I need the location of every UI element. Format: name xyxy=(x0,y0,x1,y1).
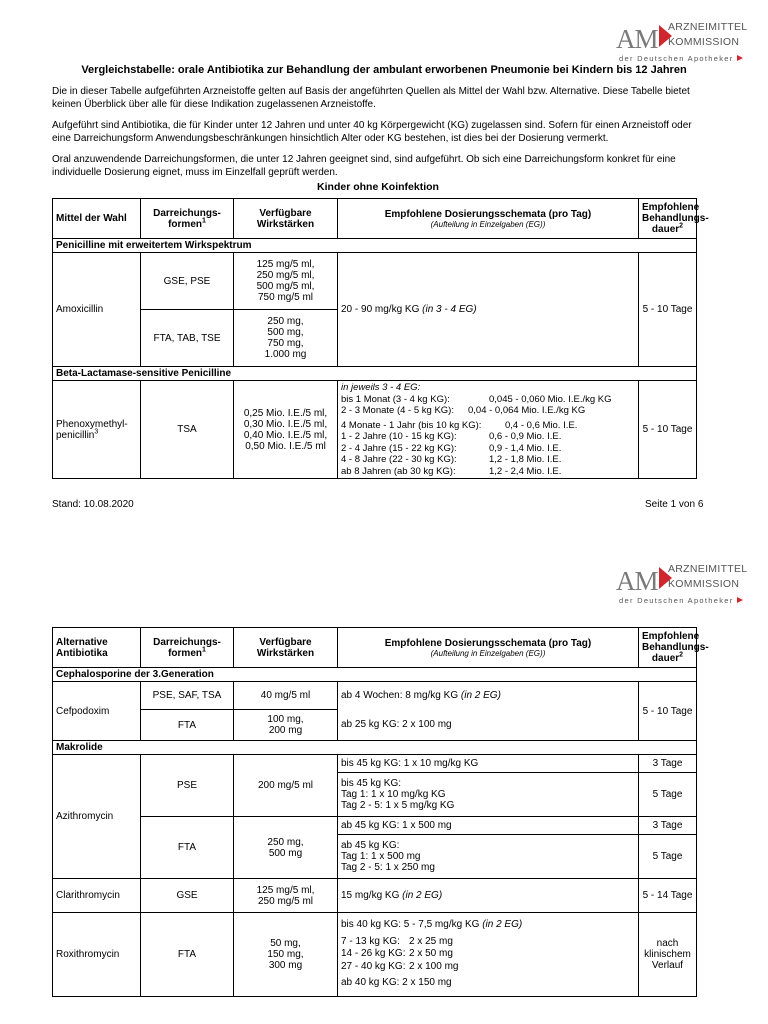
section-row xyxy=(53,741,697,755)
logo-line3: der Deutschen Apotheker xyxy=(619,596,743,605)
dose-cell: 20 - 90 mg/kg KG (in 3 - 4 EG) xyxy=(338,253,639,367)
form-cell: GSE xyxy=(141,879,234,913)
form-cell: PSE xyxy=(141,755,234,817)
form-cell: FTA, TAB, TSE xyxy=(141,310,234,367)
table-subtitle: Kinder ohne Koinfektion xyxy=(317,181,439,193)
intro-paragraph-3 xyxy=(52,154,712,179)
duration-cell: 5 Tage xyxy=(639,835,697,879)
paragraph-line: Die in dieser Tabelle aufgeführten Arzneistoffe gelten auf Basis der angeführten Quellen als Mittel der Wahl bzw. Alternative. Diese Tabelle bietet xyxy=(52,86,690,97)
table-row xyxy=(53,381,697,479)
duration-cell: nach klinischem Verlauf xyxy=(639,913,697,997)
footer-date: Stand: 10.08.2020 xyxy=(52,499,134,510)
strength-cell: 50 mg, 150 mg, 300 mg xyxy=(234,913,338,997)
table-row xyxy=(53,817,697,835)
footer-page: Seite 1 von 6 xyxy=(645,499,704,510)
flag-icon xyxy=(737,55,743,61)
header-drug: Mittel der Wahl xyxy=(53,199,141,239)
table-row xyxy=(53,913,697,997)
section-label: Penicilline mit erweitertem Wirkspektrum xyxy=(53,239,697,253)
logo-line2: KOMMISSION xyxy=(668,36,740,48)
paragraph-line: individuelle Dosierung eignet, muss im Einzelfall geprüft werden. xyxy=(52,166,338,178)
dose-cell: bis 45 kg KG: Tag 1: 1 x 10 mg/kg KG Tag 2 - 5: 1 x 5 mg/kg KG xyxy=(338,773,639,817)
logo-line1: ARZNEIMITTEL xyxy=(668,563,748,575)
duration-cell: 5 - 10 Tage xyxy=(639,253,697,367)
table-row xyxy=(53,682,697,710)
form-cell: FTA xyxy=(141,817,234,879)
drug-clarithromycin: Clarithromycin xyxy=(53,879,141,913)
flag-icon xyxy=(737,597,743,603)
table-row xyxy=(53,253,697,310)
strength-cell: 250 mg, 500 mg xyxy=(234,817,338,879)
duration-cell: 5 - 14 Tage xyxy=(639,879,697,913)
duration-cell: 3 Tage xyxy=(639,755,697,773)
table-row xyxy=(53,755,697,773)
duration-cell: 5 - 10 Tage xyxy=(639,682,697,741)
drug-amoxicillin: Amoxicillin xyxy=(53,253,141,367)
header-dosage: Empfohlene Dosierungsschemata (pro Tag) (Aufteilung in Einzelgaben (EG)) xyxy=(338,628,639,668)
header-dosage: Empfohlene Dosierungsschemata (pro Tag) (Aufteilung in Einzelgaben (EG)) xyxy=(338,199,639,239)
document-title: Vergleichstabelle: orale Antibiotika zur Behandlung der ambulant erworbenen Pneumonie bei Kindern bis 12 Jahren xyxy=(81,64,687,76)
logo xyxy=(616,562,768,614)
header-forms: Darreichungs- formen$^1$ xyxy=(141,628,234,668)
first-choice-table xyxy=(52,198,709,479)
section-row xyxy=(53,367,697,381)
header-duration: Empfohlene Behandlungs- dauer$^2$ xyxy=(639,199,697,239)
dose-cell: bis 40 kg KG: 5 - 7,5 mg/kg KG (in 2 EG) 7 - 13 kg KG: 2 x 25 mg 14 - 26 kg KG: 2 x 50 mg 27 - 40 kg KG: 2 x 100 mg ab 40 kg KG: 2 x 150 mg xyxy=(338,913,639,997)
header-duration: Empfohlene Behandlungs- dauer$^2$ xyxy=(639,628,697,668)
section-label: Beta-Lactamase-sensitive Penicilline xyxy=(53,367,697,381)
intro-paragraph-2 xyxy=(52,120,712,145)
logo-mark: AM xyxy=(616,566,672,597)
dose-cell: bis 45 kg KG: 1 x 10 mg/kg KG xyxy=(338,755,639,773)
duration-cell: 5 - 10 Tage xyxy=(639,381,697,479)
dose-cell: 15 mg/kg KG (in 2 EG) xyxy=(338,879,639,913)
paragraph-line: keinen Überblick über alle für diese Indikation zugelassenen Arzneistoffe. xyxy=(52,98,376,110)
form-cell: FTA xyxy=(141,710,234,741)
drug-azithromycin: Azithromycin xyxy=(53,755,141,879)
logo-line2: KOMMISSION xyxy=(668,578,740,590)
drug-roxithromycin: Roxithromycin xyxy=(53,913,141,997)
drug-cefpodoxim: Cefpodoxim xyxy=(53,682,141,741)
dose-cell: ab 45 kg KG: Tag 1: 1 x 500 mg Tag 2 - 5: 1 x 250 mg xyxy=(338,835,639,879)
table-header-row xyxy=(53,199,697,239)
form-cell: PSE, SAF, TSA xyxy=(141,682,234,710)
strength-cell: 125 mg/5 ml, 250 mg/5 ml xyxy=(234,879,338,913)
dose-cell: ab 4 Wochen: 8 mg/kg KG (in 2 EG) ab 25 kg KG: 2 x 100 mg xyxy=(338,682,639,741)
strength-cell: 250 mg, 500 mg, 750 mg, 1.000 mg xyxy=(234,310,338,367)
paragraph-line: Aufgeführt sind Antibiotika, die für Kinder unter 12 Jahren und unter 40 kg Körpergewicht (KG) zugelassen sind. Sofern für einen Arzneistoff oder xyxy=(52,120,692,131)
form-cell: TSA xyxy=(141,381,234,479)
header-drug: Alternative Antibiotika xyxy=(53,628,141,668)
section-label: Makrolide xyxy=(53,741,697,755)
logo-mark: AM xyxy=(616,24,672,55)
strength-cell: 100 mg, 200 mg xyxy=(234,710,338,741)
section-label: Cephalosporine der 3.Generation xyxy=(53,668,697,682)
header-forms: Darreichungs- formen$^1$ xyxy=(141,199,234,239)
logo-line3: der Deutschen Apotheker xyxy=(619,54,743,63)
dose-cell: ab 45 kg KG: 1 x 500 mg xyxy=(338,817,639,835)
section-row xyxy=(53,239,697,253)
duration-cell: 3 Tage xyxy=(639,817,697,835)
strength-cell: 200 mg/5 ml xyxy=(234,755,338,817)
form-cell: GSE, PSE xyxy=(141,253,234,310)
intro-paragraph-1 xyxy=(52,86,712,111)
form-cell: FTA xyxy=(141,913,234,997)
table-row xyxy=(53,879,697,913)
paragraph-line: Oral anzuwendende Darreichungsformen, die unter 12 Jahren geeignet sind, sind aufgeführt. Ob sich eine Darreichungsform konkret für eine xyxy=(52,154,676,165)
dose-cell: in jeweils 3 - 4 EG: bis 1 Monat (3 - 4 kg KG): 0,045 - 0,060 Mio. I.E./kg KG 2 - 3 Monate (4 - 5 kg KG): 0,04 - 0,064 Mio. I.E./kg KG 4 Monate - 1 Jahr (bis 10 kg KG): 0,4 - 0,6 Mio. I.E. 1 - 2 Jahre (10 - 15 kg KG): 0,6 - 0,9 Mio. I.E. 2 - 4 Jahre (15 - 22 kg KG): 0,9 - 1,4 Mio. I.E. 4 - 8 Jahre (22 - 30 kg KG): 1,2 - 1,8 Mio. I.E. ab 8 Jahren (ab 30 kg KG): 1,2 - 2,4 Mio. I.E. xyxy=(338,381,639,479)
logo-line1: ARZNEIMITTEL xyxy=(668,21,748,33)
section-row xyxy=(53,668,697,682)
drug-phenoxymethylpenicillin: Phenoxymethyl- penicillin$^3$ xyxy=(53,381,141,479)
alternatives-table xyxy=(52,627,709,997)
header-strengths: Verfügbare Wirkstärken xyxy=(234,199,338,239)
strength-cell: 40 mg/5 ml xyxy=(234,682,338,710)
paragraph-line: eine Darreichungsform Anwendungsbeschränkungen hinsichtlich Alter oder KG bestehen, ist dies bei der Dosierung vermerkt. xyxy=(52,132,609,144)
header-strengths: Verfügbare Wirkstärken xyxy=(234,628,338,668)
strength-cell: 125 mg/5 ml, 250 mg/5 ml, 500 mg/5 ml, 750 mg/5 ml xyxy=(234,253,338,310)
duration-cell: 5 Tage xyxy=(639,773,697,817)
table-header-row xyxy=(53,628,697,668)
strength-cell: 0,25 Mio. I.E./5 ml, 0,30 Mio. I.E./5 ml, 0,40 Mio. I.E./5 ml, 0,50 Mio. I.E./5 ml xyxy=(234,381,338,479)
